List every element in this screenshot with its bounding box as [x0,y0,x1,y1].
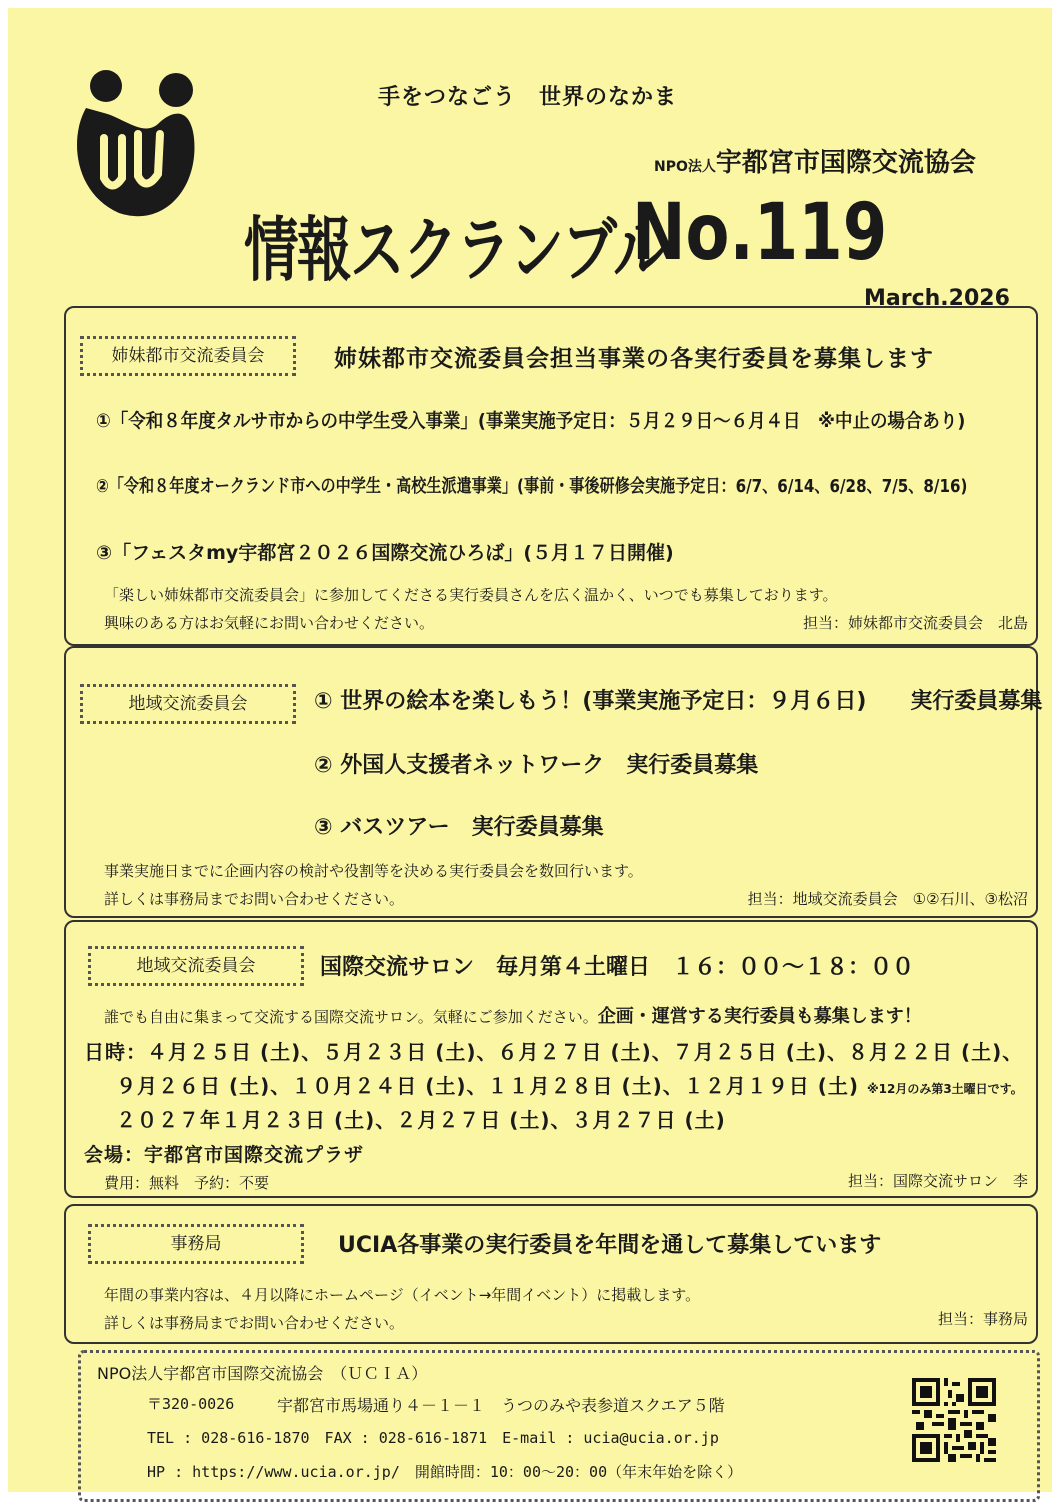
section-tag: 地域交流委員会 [88,946,304,986]
regional-exchange-section [64,646,1043,918]
flyer-page [8,8,1052,1492]
list-item: ② 外国人支援者ネットワーク 実行委員募集 [314,753,759,778]
salon-intro [104,1002,922,1028]
section-note: 詳しくは事務局までお問い合わせください。 [104,1314,405,1332]
newsletter-title: 情報スクランブル [244,209,667,291]
sister-city-section [64,306,1038,646]
section-note: 「楽しい姉妹都市交流委員会」に参加してくださる実行委員さんを広く温かく、いつでも募集しております。 [104,586,838,604]
section-note: 年間の事業内容は、４月以降にホームページ（イベント→年間イベント）に掲載します。 [104,1286,701,1304]
salon-intro-text: 誰でも自由に集まって交流する国際交流サロン。気軽にご参加ください。 [104,1008,598,1026]
footer-postal: 〒320-0026 [147,1395,235,1413]
salon-dates: 日時：４月２５日 (土)、５月２３日 (土)、６月２７日 (土)、７月２５日 (土)、８月２２日 (土)、 [84,1040,1024,1064]
salon-dates-note: ※12月のみ第3土曜日です。 [866,1082,1023,1096]
salon-fee: 費用：無料 予約：不要 [104,1174,270,1192]
section-heading: 国際交流サロン 毎月第４土曜日 １６：００～１８：００ [320,955,915,980]
salon-venue: 会場：宇都宮市国際交流プラザ [84,1144,365,1166]
slogan: 手をつなごう 世界のなかま [378,85,678,110]
footer-org: NPO法人宇都宮市国際交流協会 （ＵＣＩＡ） [97,1364,428,1383]
footer-address: 宇都宮市馬場通り４－１－１ うつのみや表参道スクエア５階 [277,1396,725,1415]
list-item: ③「フェスタmy宇都宮２０２６国際交流ひろば」(５月１７日開催) [96,542,674,564]
ucia-logo-icon [64,68,206,224]
list-item: ①「令和８年度タルサ市からの中学生受入事業」(事業実施予定日：５月２９日～６月４日 ※中止の場合あり) [96,410,966,432]
list-item: ②「令和８年度オークランド市への中学生・高校生派遣事業」(事前・事後研修会実施予定日：6/7、6/14、6/28、7/5、8/16) [96,476,968,497]
issue-date: March.2026 [864,286,1010,311]
footer-contact-box [78,1350,1040,1502]
list-item: ① 世界の絵本を楽しもう！(事業実施予定日：９月６日) 実行委員募集 [314,689,1043,714]
section-contact: 担当：姉妹都市交流委員会 北島 [802,614,1028,632]
issue-number: No.119 [632,188,888,278]
salon-dates-text: ９月２６日 (土)、１０月２４日 (土)、１１月２８日 (土)、１２月１９日 (土) [116,1074,859,1098]
section-tag: 事務局 [88,1224,304,1264]
section-note: 詳しくは事務局までお問い合わせください。 [104,890,405,908]
section-note: 事業実施日までに企画内容の検討や役割等を決める実行委員会を数回行います。 [104,862,643,880]
section-heading: UCIA各事業の実行委員を年間を通して募集しています [338,1233,882,1258]
salon-intro-bold: 企画・運営する実行委員も募集します！ [597,1006,922,1027]
qr-code-icon [912,1378,996,1462]
salon-dates [116,1070,1023,1099]
footer-phone-email: TEL : 028-616-1870 FAX : 028-616-1871 E-mail : ucia@ucia.or.jp [147,1429,719,1447]
salon-dates: ２０２７年１月２３日 (土)、２月２７日 (土)、３月２７日 (土) [116,1108,726,1132]
section-contact: 担当：事務局 [937,1310,1028,1328]
section-tag: 姉妹都市交流委員会 [80,336,296,376]
list-item: ③ バスツアー 実行委員募集 [314,815,604,840]
organization-name [654,142,976,179]
footer-hp-hours: HP : https://www.ucia.or.jp/ 開館時間：10：00～20：00（年末年始を除く） [147,1463,743,1481]
org-prefix: NPO法人 [654,159,716,175]
secretariat-section [64,1204,1038,1344]
section-contact: 担当：国際交流サロン 李 [847,1172,1028,1190]
org-name-text: 宇都宮市国際交流協会 [715,148,976,178]
section-heading: 姉妹都市交流委員会担当事業の各実行委員を募集します [334,346,934,372]
salon-section [64,920,1038,1198]
section-contact: 担当：地域交流委員会 ①②石川、③松沼 [747,890,1028,908]
section-tag: 地域交流委員会 [80,684,296,724]
section-note: 興味のある方はお気軽にお問い合わせください。 [104,614,435,632]
